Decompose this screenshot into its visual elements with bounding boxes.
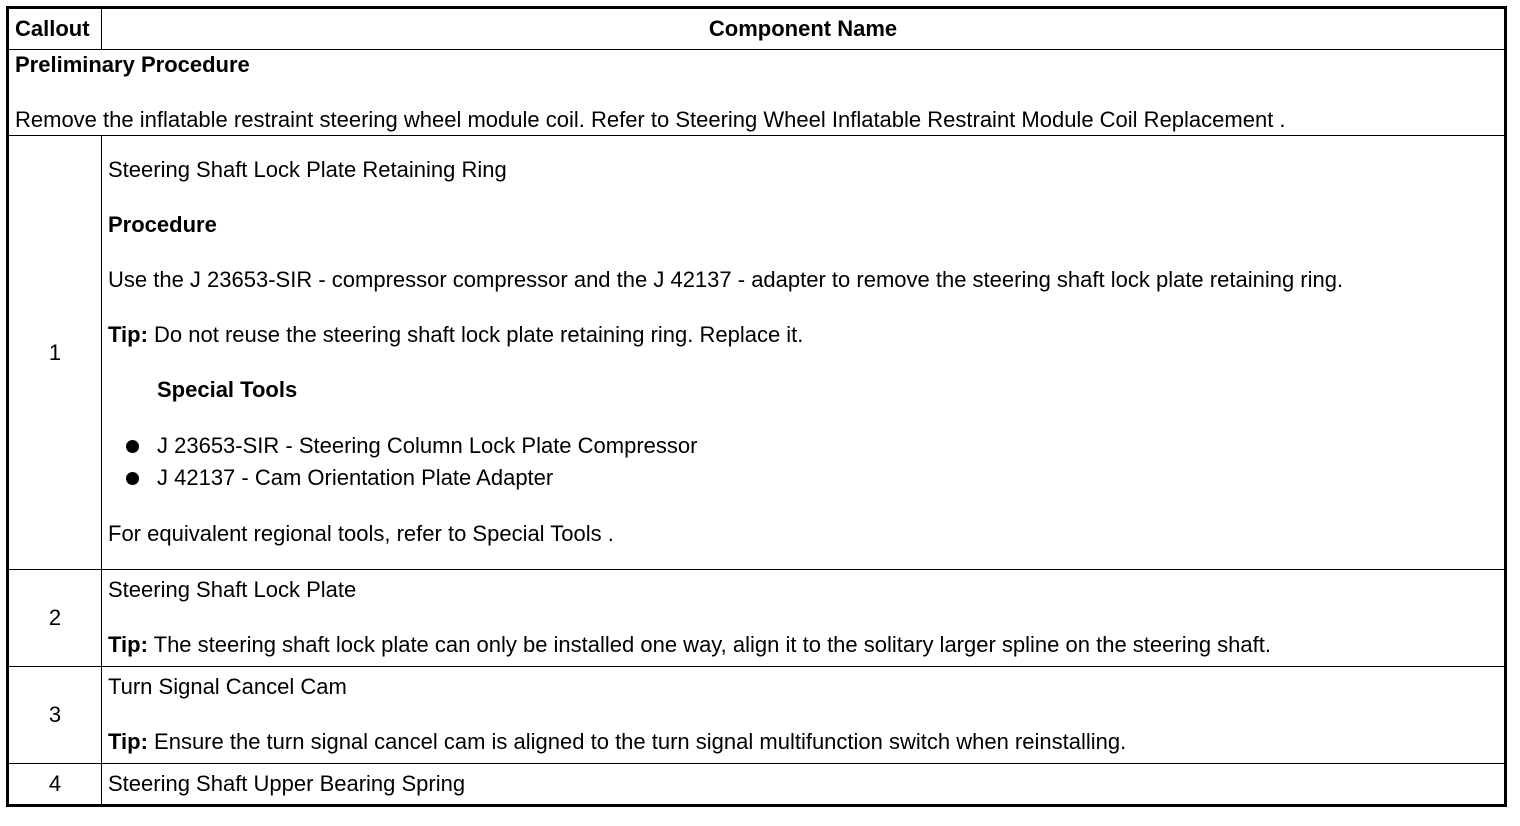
procedure-text: Use the J 23653-SIR - compressor compressor and the J 42137 - adapter to remove the steering shaft lock plate retaining ring. bbox=[108, 267, 1344, 292]
tip-text: The steering shaft lock plate can only be installed one way, align it to the solitary larger spline on the steering shaft. bbox=[147, 632, 1271, 657]
component-table bbox=[6, 6, 1507, 807]
callout-header: Callout bbox=[8, 8, 102, 50]
tip-text: Ensure the turn signal cancel cam is aligned to the turn signal multifunction switch when reinstalling. bbox=[147, 729, 1127, 754]
component-name-header: Component Name bbox=[102, 8, 1506, 50]
special-tools-list bbox=[108, 430, 1498, 494]
callout-number: 4 bbox=[8, 764, 102, 806]
callout-number: 1 bbox=[8, 136, 102, 570]
bullet-icon bbox=[126, 440, 139, 453]
preliminary-title: Preliminary Procedure bbox=[15, 52, 250, 77]
preliminary-row bbox=[8, 50, 1506, 136]
tool-text: J 42137 - Cam Orientation Plate Adapter bbox=[157, 465, 554, 490]
component-name: Steering Shaft Lock Plate Retaining Ring bbox=[108, 157, 507, 182]
component-cell bbox=[102, 136, 1506, 570]
component-cell bbox=[102, 667, 1506, 764]
callout-number: 3 bbox=[8, 667, 102, 764]
component-name: Steering Shaft Upper Bearing Spring bbox=[108, 771, 466, 796]
tip bbox=[108, 727, 1498, 757]
regional-tools-note: For equivalent regional tools, refer to Special Tools . bbox=[108, 521, 614, 546]
procedure-title: Procedure bbox=[108, 212, 217, 237]
component-cell bbox=[102, 764, 1506, 806]
preliminary-cell bbox=[8, 50, 1506, 136]
special-tools-title: Special Tools bbox=[157, 377, 298, 402]
component-name: Turn Signal Cancel Cam bbox=[108, 674, 347, 699]
list-item bbox=[126, 462, 1498, 494]
bullet-icon bbox=[126, 472, 139, 485]
tip-label: Tip: bbox=[108, 632, 148, 657]
callout-number: 2 bbox=[8, 570, 102, 667]
list-item bbox=[126, 430, 1498, 462]
tip bbox=[108, 630, 1498, 660]
component-cell bbox=[102, 570, 1506, 667]
table-row bbox=[8, 570, 1506, 667]
table-row bbox=[8, 136, 1506, 570]
preliminary-text: Remove the inflatable restraint steering wheel module coil. Refer to Steering Wheel Inflatable Restraint Module Coil Replacement . bbox=[15, 107, 1286, 132]
component-name: Steering Shaft Lock Plate bbox=[108, 577, 357, 602]
table-row bbox=[8, 667, 1506, 764]
table-row bbox=[8, 764, 1506, 806]
tip-label: Tip: bbox=[108, 322, 148, 347]
tip bbox=[108, 320, 1498, 350]
header-row bbox=[8, 8, 1506, 50]
tip-label: Tip: bbox=[108, 729, 148, 754]
tool-text: J 23653-SIR - Steering Column Lock Plate Compressor bbox=[157, 433, 698, 458]
tip-text: Do not reuse the steering shaft lock plate retaining ring. Replace it. bbox=[147, 322, 804, 347]
